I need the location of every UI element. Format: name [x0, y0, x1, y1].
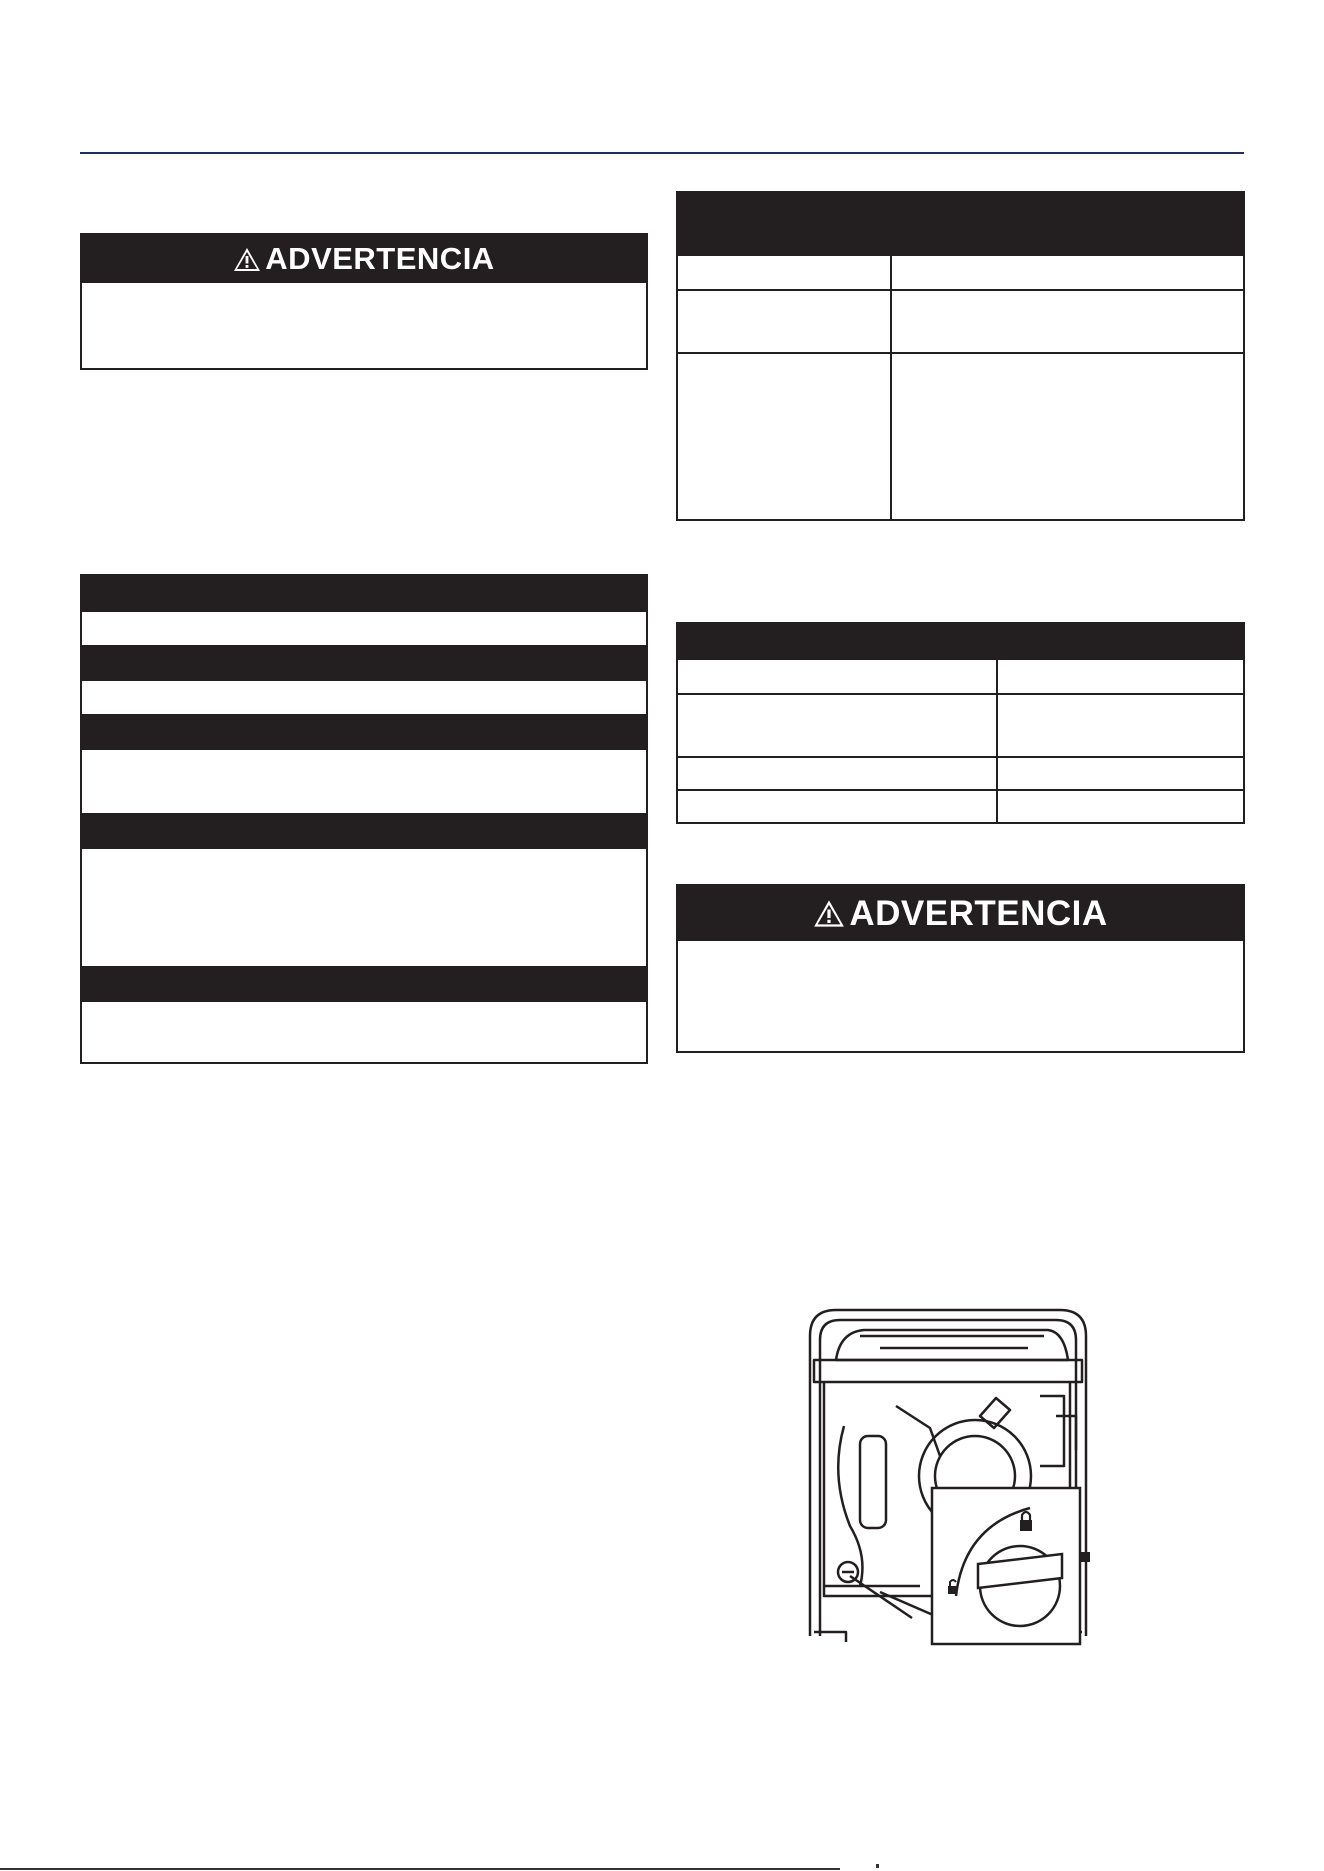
warning-label: ADVERTENCIA — [849, 893, 1108, 933]
right-data-table — [676, 622, 1245, 824]
spec-row-1 — [678, 256, 1243, 289]
warning-header — [678, 886, 1243, 941]
left-info-table — [80, 574, 648, 1064]
data-row-4 — [678, 789, 1243, 822]
table-band-4 — [82, 813, 646, 849]
table-band-5 — [82, 966, 646, 1002]
top-rule — [80, 152, 1244, 154]
data-row-3 — [678, 756, 1243, 789]
table-cell-2 — [82, 681, 646, 714]
table-band-2 — [82, 645, 646, 681]
spec-table-header — [678, 193, 1243, 256]
data-row-1 — [678, 660, 1243, 693]
data-table-header — [678, 624, 1243, 660]
warning-box-right — [676, 884, 1245, 1053]
table-cell-5 — [82, 1002, 646, 1062]
table-cell-3 — [82, 750, 646, 813]
warning-triangle-icon — [813, 899, 845, 928]
generator-fuel-valve-illustration — [800, 1296, 1122, 1648]
bottom-rule — [0, 1868, 840, 1870]
bottom-rule-tick — [876, 1864, 879, 1868]
warning-triangle-icon — [233, 247, 261, 272]
data-row-2 — [678, 693, 1243, 756]
table-cell-4 — [82, 849, 646, 966]
table-band-1 — [82, 576, 646, 612]
table-cell-1 — [82, 612, 646, 645]
warning-header — [82, 235, 646, 283]
warning-label: ADVERTENCIA — [265, 241, 495, 276]
spec-row-3 — [678, 352, 1243, 519]
warning-box-left — [80, 233, 648, 370]
right-spec-table — [676, 191, 1245, 521]
table-band-3 — [82, 714, 646, 750]
spec-row-2 — [678, 289, 1243, 352]
